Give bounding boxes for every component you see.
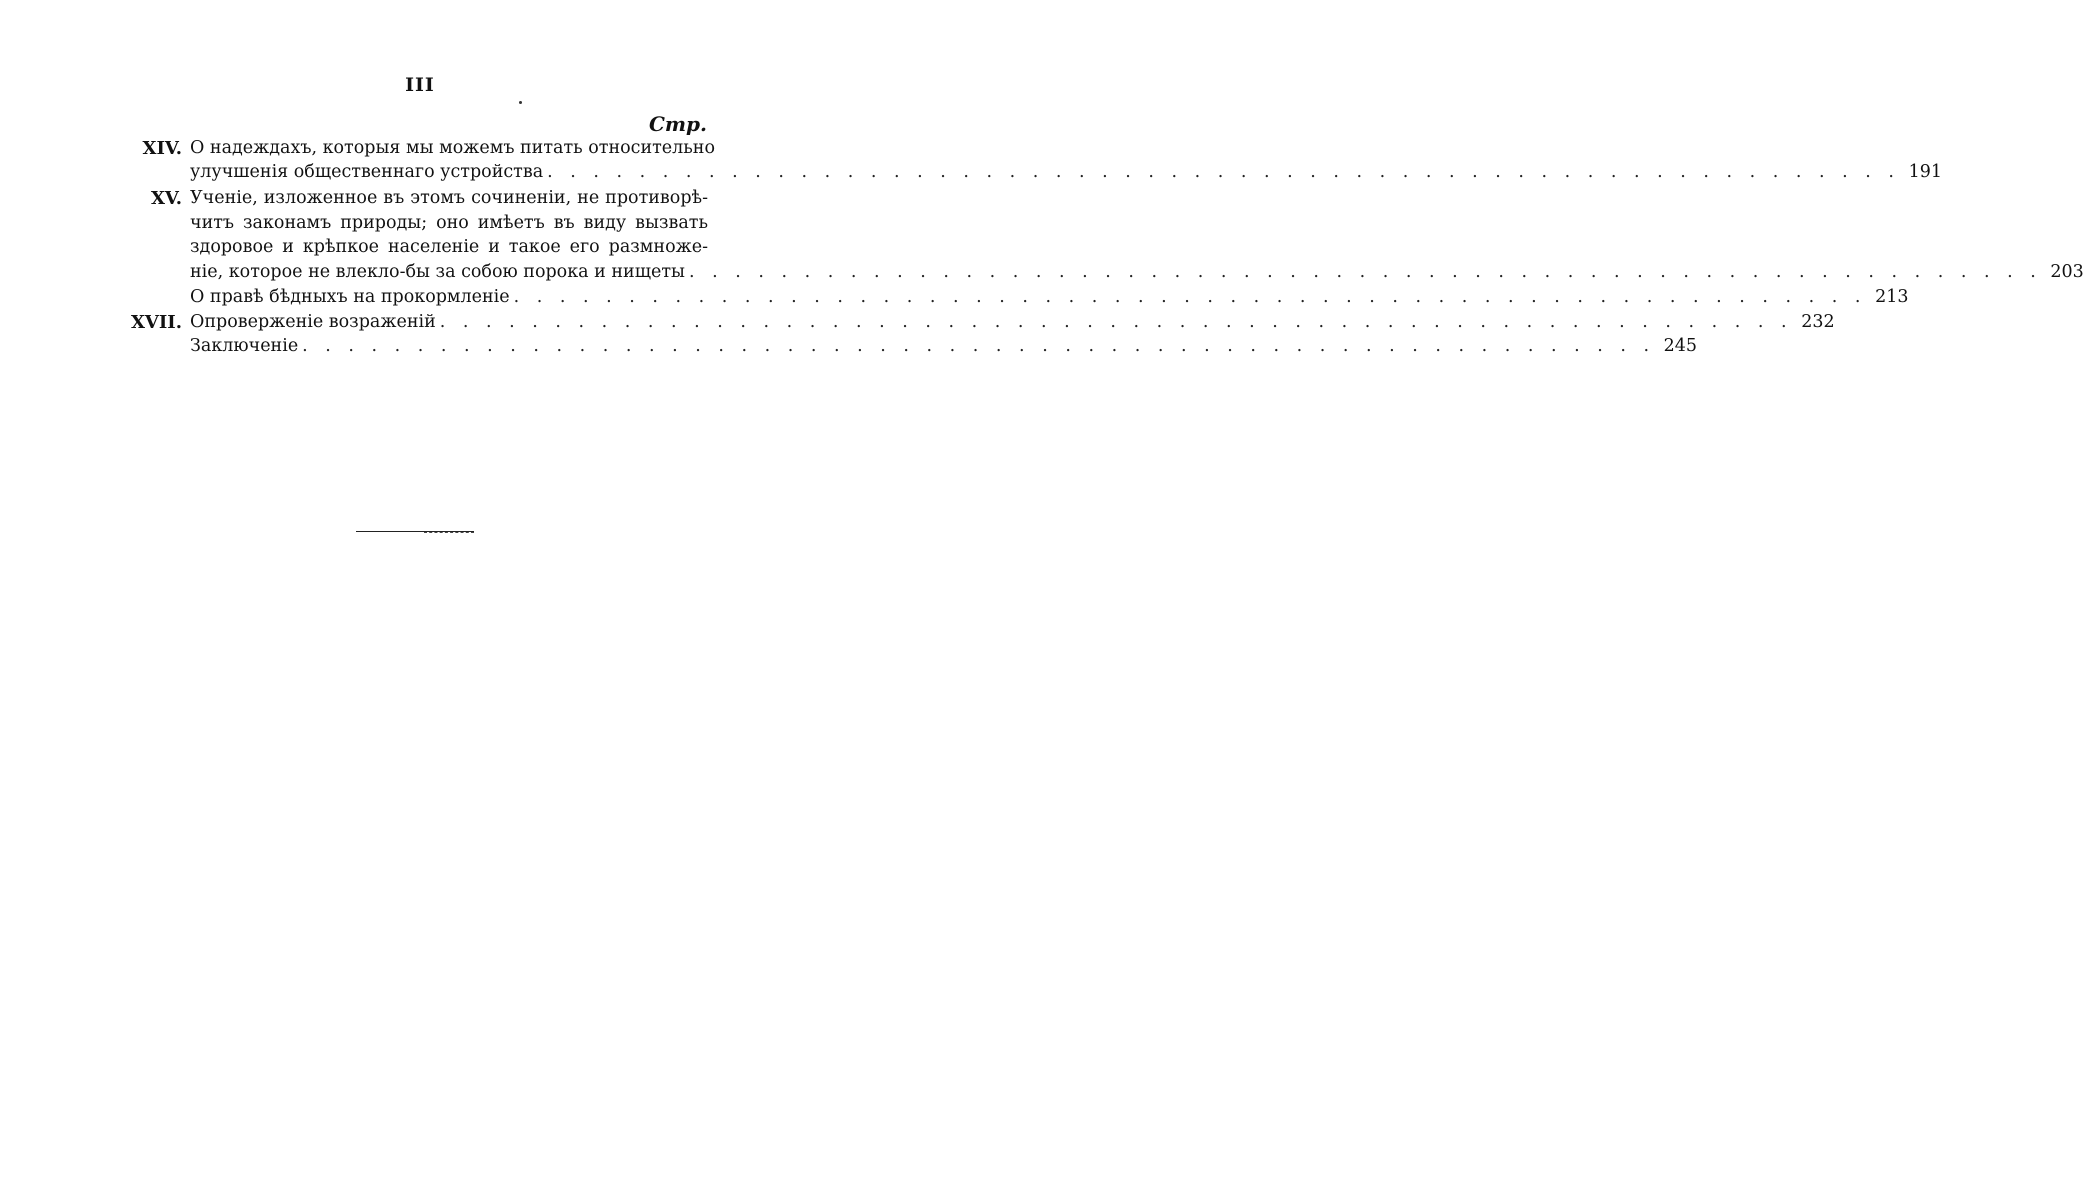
dot-leader — [685, 262, 2042, 282]
dot-leader — [436, 312, 1793, 332]
toc-line — [190, 213, 708, 237]
chapter-numeral: XV. — [150, 188, 182, 209]
toc-line — [142, 138, 715, 162]
entry-text: О надеждахъ, которыя мы можемъ питать относительно — [190, 138, 715, 158]
page-number: III — [405, 74, 435, 96]
toc-line — [130, 312, 1835, 336]
ink-speck — [519, 101, 522, 104]
chapter-numeral: XVII. — [130, 312, 182, 333]
entry-page: 213 — [1875, 287, 1909, 307]
toc-line — [190, 262, 2084, 286]
toc-line — [190, 237, 708, 261]
dot-leader — [543, 162, 1900, 182]
toc-line — [190, 336, 1698, 360]
page-column-header: Стр. — [648, 112, 707, 136]
dot-leader — [298, 336, 1655, 356]
toc-line — [190, 162, 1942, 186]
toc-line — [190, 287, 1909, 311]
entry-text: здоровое и крѣпкое населеніе и такое его размноже- — [190, 237, 708, 257]
entry-page: 232 — [1801, 312, 1835, 332]
entry-text: Опроверженіе возраженій — [190, 312, 436, 332]
closing-rule-tail — [424, 532, 474, 533]
entry-text: Ученіе, изложенное въ этомъ сочиненіи, не противорѣ- — [190, 188, 708, 208]
entry-page: 191 — [1908, 162, 1942, 182]
entry-text: читъ законамъ природы; оно имѣетъ въ виду вызвать — [190, 213, 708, 233]
entry-page: 203 — [2050, 262, 2084, 282]
entry-text: Заключеніе — [190, 336, 299, 356]
chapter-numeral: XIV. — [142, 138, 182, 159]
entry-text: улучшенія общественнаго устройства — [190, 162, 544, 182]
entry-text: О правѣ бѣдныхъ на прокормленіе — [190, 287, 510, 307]
dot-leader — [510, 287, 1867, 307]
entry-page: 245 — [1663, 336, 1698, 356]
entry-text: ніе, которое не влекло-бы за собою порока и нищеты — [190, 262, 685, 282]
toc-line — [150, 188, 708, 212]
